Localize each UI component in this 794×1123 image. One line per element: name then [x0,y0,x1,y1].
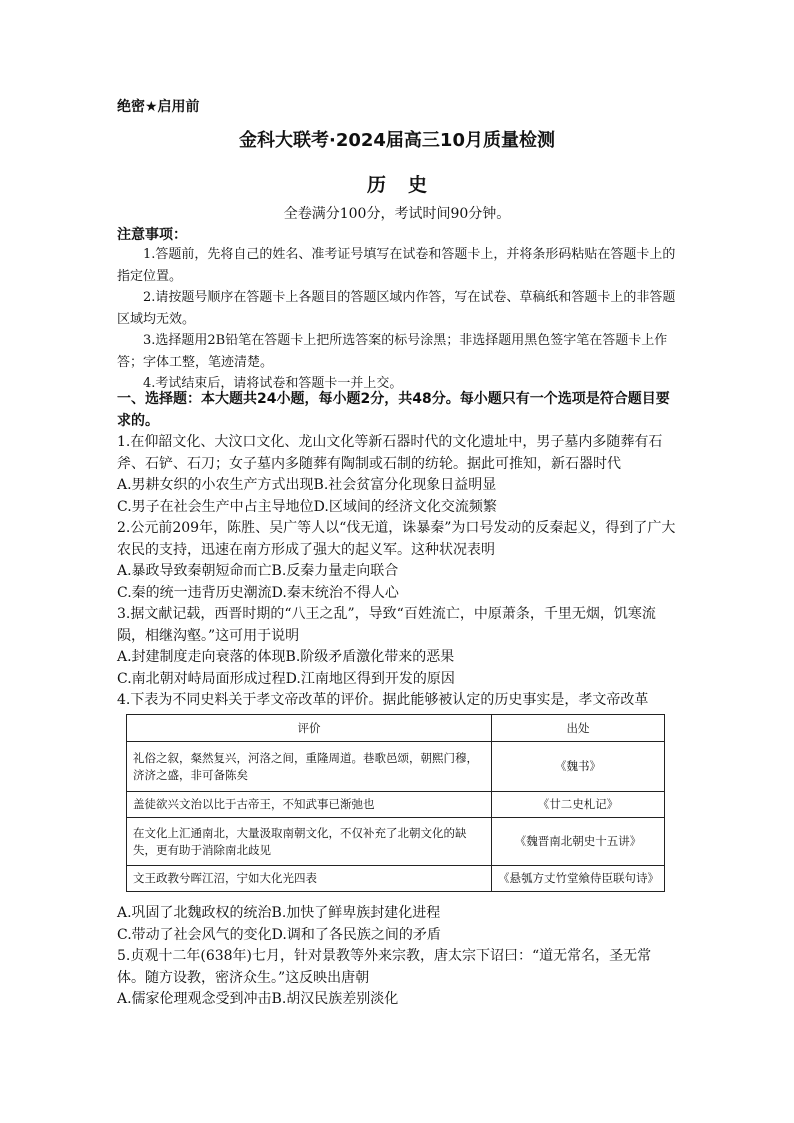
questions-block [117,389,679,712]
notice-list [117,244,679,395]
section-heading: 一、选择题：本大题共24小题，每小题2分，共48分。每小题只有一个选项是符合题目要求的。 [117,391,670,429]
table-cell: 盖徒欲兴文治以比于古帝王，不知武事已渐弛也 [127,792,492,818]
table-row [127,742,665,792]
question-option: A.暴政导致秦朝短命而亡B.反秦力量走向联合 [117,563,399,579]
question-stem: 5.贞观十二年(638年)七月，针对景教等外来宗教，唐太宗下诏曰：“道无常名，圣无常体。随方设教，密济众生。”这反映出唐朝 [117,948,652,986]
table-cell: 在文化上汇通南北，大量汲取南朝文化，不仅补充了北朝文化的缺失，更有助于消除南北歧见 [127,818,492,866]
notice-item: 2.请按题号顺序在答题卡上各题目的答题区域内作答，写在试卷、草稿纸和答题卡上的非答题区域均无效。 [117,290,676,327]
notice-item: 3.选择题用2B铅笔在答题卡上把所选答案的标号涂黑；非选择题用黑色签字笔在答题卡上作答；字体工整，笔迹清楚。 [117,333,668,370]
reference-table [126,714,665,892]
question-option: A.巩固了北魏政权的统治B.加快了鲜卑族封建化进程 [117,905,441,921]
question-stem: 4.下表为不同史料关于孝文帝改革的评价。据此能够被认定的历史事实是，孝文帝改革 [117,692,649,708]
question-option: C.男子在社会生产中占主导地位D.区域间的经济文化交流频繁 [117,498,497,515]
confidential-mark: 绝密★启用前 [117,99,200,115]
question-option: A.封建制度走向衰落的体现B.阶级矛盾激化带来的恶果 [117,649,455,665]
exam-title: 金科大联考·2024届高三10月质量检测 [239,130,555,151]
notice-item: 4.考试结束后，请将试卷和答题卡一并上交。 [143,376,403,391]
table-cell: 《魏晋南北朝史十五讲》 [492,818,665,866]
table-header-row [127,715,665,742]
table-cell: 文王政教兮晖江沼，宁如大化光四表 [127,866,492,892]
question-option: A.儒家伦理观念受到冲击B.胡汉民族差别淡化 [117,991,399,1007]
question-stem: 3.据文献记载，西晋时期的“八王之乱”，导致“百姓流亡，中原萧条，千里无烟，饥寒流陨，相继沟壑。”这可用于说明 [117,606,656,644]
exam-info: 全卷满分100分，考试时间90分钟。 [283,206,511,222]
notice-item: 1.答题前，先将自己的姓名、准考证号填写在试卷和答题卡上，并将条形码粘贴在答题卡上的指定位置。 [117,247,676,284]
table-row [127,818,665,866]
table-cell: 《悬瓠方丈竹堂飨侍臣联句诗》 [492,866,665,892]
question-option: C.南北朝对峙局面形成过程D.江南地区得到开发的原因 [117,670,455,687]
question-option: C.带动了社会风气的变化D.调和了各民族之间的矛盾 [117,926,441,943]
question-stem: 1.在仰韶文化、大汶口文化、龙山文化等新石器时代的文化遗址中，男子墓内多随葬有石斧、石铲、石刀；女子墓内多随葬有陶制或石制的纺轮。据此可推知，新石器时代 [117,434,663,472]
questions-block-continued [117,903,679,1011]
table-cell: 礼俗之叙，粲然复兴，河洛之间，重隆周道。巷歌邑颂，朝熙门穆，济济之盛，非可备陈矣 [127,742,492,792]
table-row [127,866,665,892]
question-stem: 2.公元前209年，陈胜、吴广等人以“伐无道，诛暴秦”为口号发动的反秦起义，得到了广大农民的支持，迅速在南方形成了强大的起义军。这种状况表明 [117,520,676,558]
table-header-cell: 出处 [492,715,665,742]
notice-heading: 注意事项： [117,227,187,243]
table-row [127,792,665,818]
question-option: A.男耕女织的小农生产方式出现B.社会贫富分化现象日益明显 [117,477,497,493]
table-cell: 《廿二史札记》 [492,792,665,818]
table-cell: 《魏书》 [492,742,665,792]
question-option: C.秦的统一违背历史潮流D.秦末统治不得人心 [117,584,399,601]
table-header-cell: 评价 [127,715,492,742]
subject-title: 历史 [366,174,449,196]
